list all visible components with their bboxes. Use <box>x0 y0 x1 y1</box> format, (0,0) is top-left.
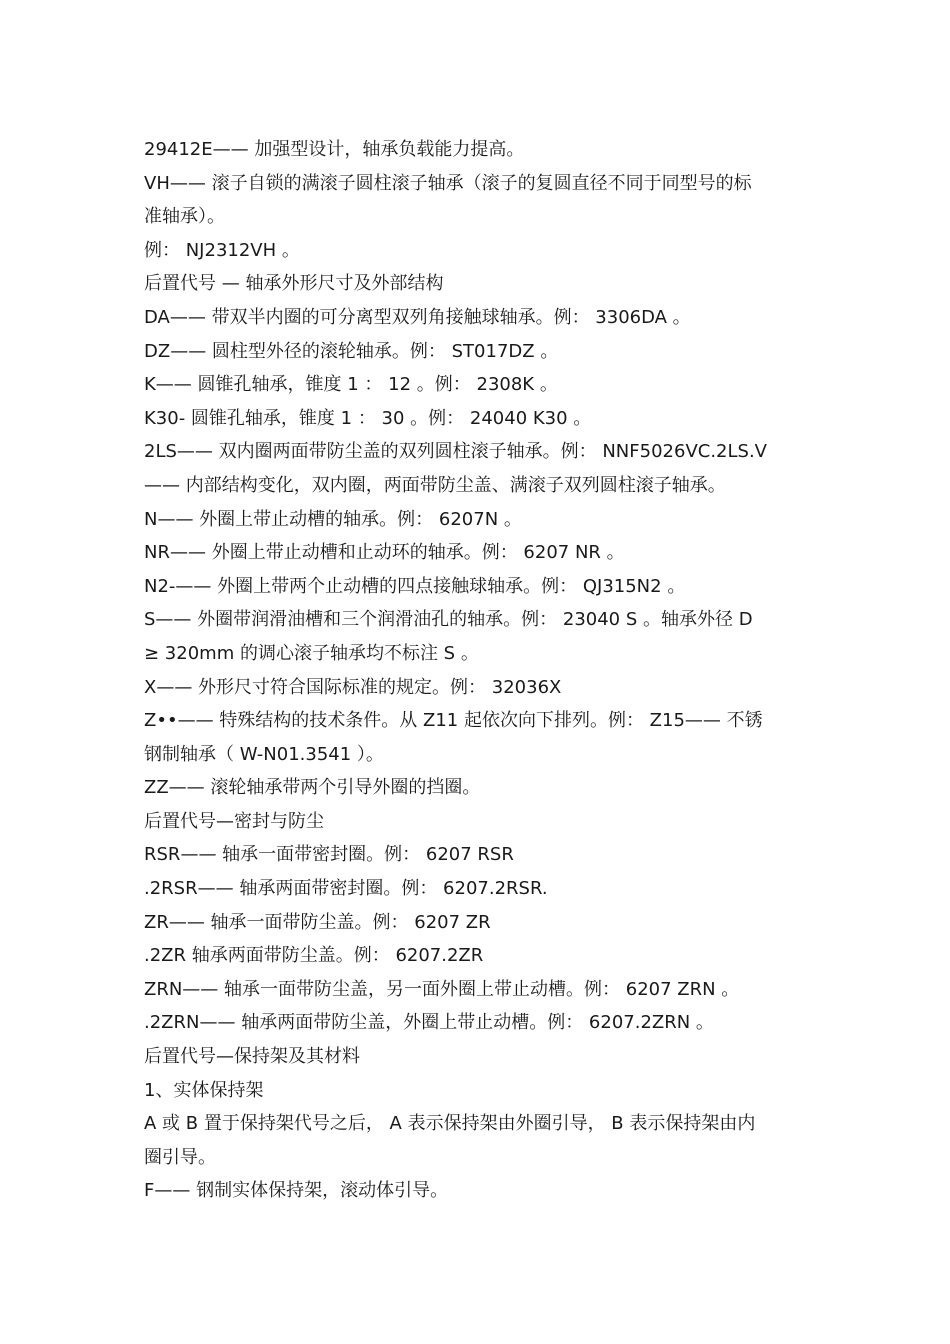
text-line: .2RSR—— 轴承两面带密封圈。例： 6207.2RSR. <box>144 878 548 900</box>
section-heading: 后置代号—保持架及其材料 <box>144 1046 360 1068</box>
text-line: ≥ 320mm 的调心滚子轴承均不标注 S 。 <box>144 642 479 664</box>
text-line: K—— 圆锥孔轴承，锥度 1 ： 12 。例： 2308K 。 <box>144 374 558 396</box>
text-line: 例： NJ2312VH 。 <box>144 239 300 261</box>
text-line: F—— 钢制实体保持架，滚动体引导。 <box>144 1180 449 1202</box>
text-line: DZ—— 圆柱型外径的滚轮轴承。例： ST017DZ 。 <box>144 340 559 362</box>
text-line: K30- 圆锥孔轴承，锥度 1 ： 30 。例： 24040 K30 。 <box>144 407 592 429</box>
text-line: A 或 B 置于保持架代号之后， A 表示保持架由外圈引导， B 表示保持架由内 <box>144 1113 756 1135</box>
text-line: Z••—— 特殊结构的技术条件。从 Z11 起依次向下排列。例： Z15—— 不锈 <box>144 710 763 732</box>
section-heading: 后置代号 — 轴承外形尺寸及外部结构 <box>144 273 444 295</box>
text-line: 圈引导。 <box>144 1146 216 1168</box>
text-line: N2-—— 外圈上带两个止动槽的四点接触球轴承。例： QJ315N2 。 <box>144 575 686 597</box>
text-line: ZZ—— 滚轮轴承带两个引导外圈的挡圈。 <box>144 777 481 799</box>
text-line: ZR—— 轴承一面带防尘盖。例： 6207 ZR <box>144 911 491 933</box>
subsection-heading: 1、实体保持架 <box>144 1079 264 1101</box>
section-heading: 后置代号—密封与防尘 <box>144 810 324 832</box>
text-line: NR—— 外圈上带止动槽和止动环的轴承。例： 6207 NR 。 <box>144 542 625 564</box>
text-line: RSR—— 轴承一面带密封圈。例： 6207 RSR <box>144 844 514 866</box>
text-line: 2LS—— 双内圈两面带防尘盖的双列圆柱滚子轴承。例： NNF5026VC.2LS.V <box>144 441 767 463</box>
text-line: 准轴承）。 <box>144 206 225 228</box>
text-line: .2ZRN—— 轴承两面带防尘盖，外圈上带止动槽。例： 6207.2ZRN 。 <box>144 1012 714 1034</box>
text-line: DA—— 带双半内圈的可分离型双列角接触球轴承。例： 3306DA 。 <box>144 306 691 328</box>
text-line: 钢制轴承（ W-N01.3541 ）。 <box>144 743 384 765</box>
text-line: 29412E—— 加强型设计，轴承负载能力提高。 <box>144 139 525 160</box>
text-line: .2ZR 轴承两面带防尘盖。例： 6207.2ZR <box>144 945 484 967</box>
text-line: N—— 外圈上带止动槽的轴承。例： 6207N 。 <box>144 508 522 530</box>
text-line: VH—— 滚子自锁的满滚子圆柱滚子轴承（滚子的复圆直径不同于同型号的标 <box>144 172 752 194</box>
document-body <box>144 133 810 1208</box>
text-line: X—— 外形尺寸符合国际标准的规定。例： 32036X <box>144 676 562 698</box>
text-line: ZRN—— 轴承一面带防尘盖，另一面外圈上带止动槽。例： 6207 ZRN 。 <box>144 978 740 1000</box>
text-line: S—— 外圈带润滑油槽和三个润滑油孔的轴承。例： 23040 S 。轴承外径 D <box>144 609 753 631</box>
text-line: —— 内部结构变化，双内圈，两面带防尘盖、满滚子双列圆柱滚子轴承。 <box>144 474 726 496</box>
